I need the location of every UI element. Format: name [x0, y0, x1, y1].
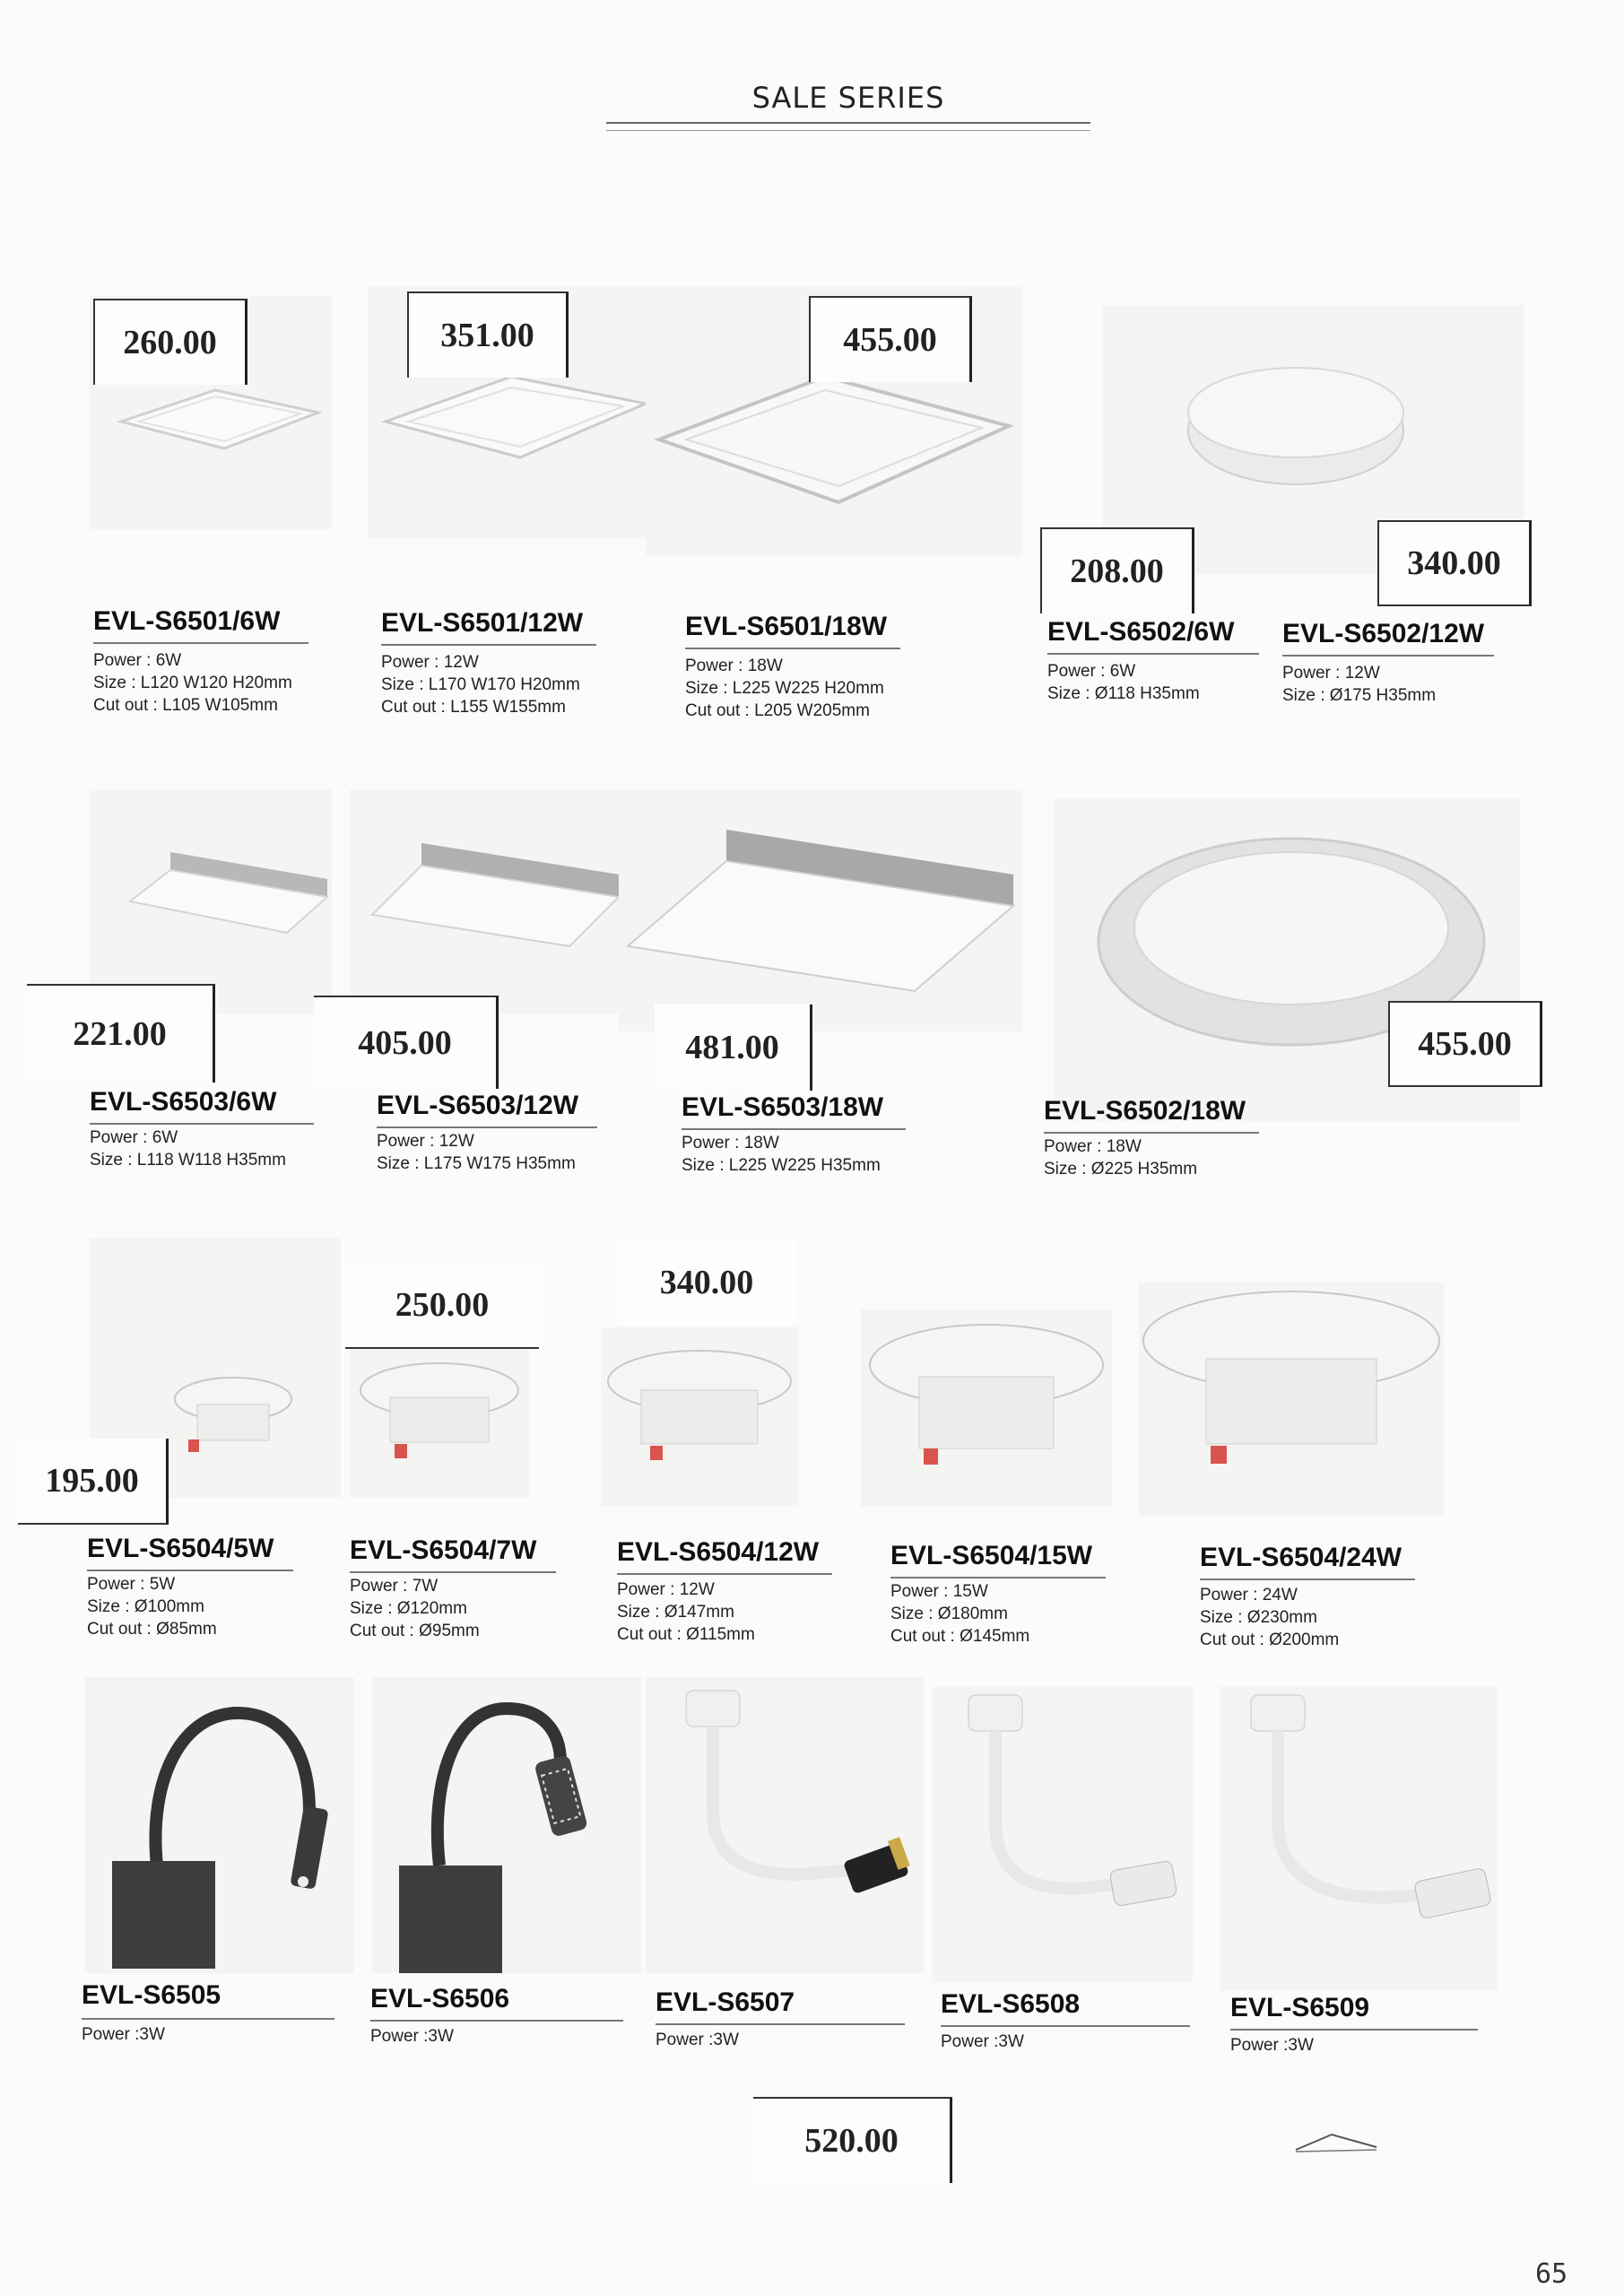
model-rule — [370, 2020, 623, 2022]
model-rule — [93, 642, 308, 644]
model-rule — [1282, 655, 1494, 657]
model-rule — [1044, 1132, 1259, 1134]
product-model: EVL-S6503/6W — [90, 1087, 277, 1117]
product-image-panel — [350, 789, 646, 1013]
product-image-panel — [372, 1677, 641, 1973]
product-model: EVL-S6505 — [82, 1980, 221, 2010]
price-tag: 340.00 — [617, 1239, 796, 1326]
square-surface-light-icon — [619, 789, 1022, 1031]
reading-lamp-white-icon — [1220, 1686, 1498, 1991]
product-model: EVL-S6508 — [941, 1989, 1081, 2019]
model-rule — [682, 1128, 906, 1130]
model-rule — [685, 648, 900, 649]
square-surface-light-icon — [350, 789, 646, 1013]
price-tag: 520.00 — [753, 2097, 952, 2183]
downlight-icon — [350, 1327, 529, 1498]
downlight-icon — [601, 1327, 798, 1507]
product-model: EVL-S6503/12W — [377, 1091, 579, 1120]
reading-lamp-white-icon — [933, 1686, 1193, 1982]
price-tag: 195.00 — [18, 1439, 169, 1525]
product-specs: Power :3W — [656, 2031, 739, 2049]
price-tag: 221.00 — [27, 984, 215, 1083]
product-specs: Power : 18W Size : Ø225 H35mm — [1044, 1137, 1198, 1178]
reading-lamp-black-icon — [372, 1677, 641, 1973]
product-specs: Power :3W — [370, 2027, 454, 2046]
downlight-icon — [861, 1309, 1112, 1507]
page-number: 65 — [1535, 2258, 1568, 2290]
product-model: EVL-S6506 — [370, 1984, 510, 2013]
product-specs: Power : 12W Size : Ø175 H35mm — [1282, 664, 1437, 705]
downlight-icon — [1139, 1283, 1444, 1516]
product-model: EVL-S6504/24W — [1200, 1543, 1403, 1572]
product-image-panel — [646, 1677, 924, 1973]
product-model: EVL-S6502/12W — [1282, 619, 1485, 648]
tick-mark-icon — [1291, 2127, 1381, 2154]
product-image-panel — [350, 1327, 529, 1498]
product-specs: Power : 6W Size : Ø118 H35mm — [1047, 662, 1200, 703]
model-rule — [82, 2018, 334, 2020]
product-image-panel — [601, 1327, 798, 1507]
product-specs: Power : 6W Size : L120 W120 H20mm Cut out : L105 W105mm — [93, 651, 292, 715]
reading-lamp-black-icon — [85, 1677, 354, 1973]
product-specs: Power : 12W Size : L170 W170 H20mm Cut out : L155 W155mm — [381, 653, 580, 717]
model-rule — [1200, 1578, 1415, 1580]
product-image-panel — [85, 1677, 354, 1973]
product-image-panel — [90, 789, 332, 1013]
product-model: EVL-S6504/12W — [617, 1537, 820, 1567]
product-specs: Power : 5W Size : Ø100mm Cut out : Ø85mm — [87, 1575, 217, 1639]
product-image-panel — [1139, 1283, 1444, 1516]
model-rule — [656, 2023, 905, 2025]
product-image-panel — [1220, 1686, 1498, 1991]
price-tag: 260.00 — [93, 299, 248, 385]
product-image-panel — [861, 1309, 1112, 1507]
product-specs: Power : 12W Size : L175 W175 H35mm — [377, 1132, 576, 1173]
product-specs: Power : 15W Size : Ø180mm Cut out : Ø145mm — [890, 1582, 1030, 1646]
product-specs: Power :3W — [941, 2032, 1024, 2051]
product-model: EVL-S6509 — [1230, 1993, 1370, 2022]
price-tag: 208.00 — [1040, 527, 1194, 613]
product-specs: Power : 12W Size : Ø147mm Cut out : Ø115mm — [617, 1580, 755, 1644]
product-specs: Power : 7W Size : Ø120mm Cut out : Ø95mm — [350, 1577, 480, 1640]
product-model: EVL-S6504/7W — [350, 1535, 537, 1565]
square-surface-light-icon — [90, 789, 332, 1013]
product-model: EVL-S6502/18W — [1044, 1096, 1246, 1126]
product-model: EVL-S6504/5W — [87, 1534, 274, 1563]
model-rule — [90, 1123, 314, 1125]
product-specs: Power : 18W Size : L225 W225 H20mm Cut out : L205 W205mm — [685, 657, 884, 720]
price-tag: 351.00 — [407, 291, 569, 378]
model-rule — [1230, 2029, 1478, 2031]
model-rule — [87, 1570, 293, 1571]
price-tag: 455.00 — [809, 296, 972, 382]
model-rule — [617, 1573, 832, 1575]
title-rule — [606, 130, 1090, 131]
model-rule — [381, 644, 596, 646]
product-model: EVL-S6502/6W — [1047, 617, 1235, 647]
product-specs: Power : 18W Size : L225 W225 H35mm — [682, 1134, 881, 1175]
reading-lamp-white-icon — [646, 1677, 924, 1973]
product-model: EVL-S6503/18W — [682, 1092, 884, 1122]
product-model: EVL-S6501/12W — [381, 608, 584, 638]
model-rule — [377, 1126, 597, 1128]
product-specs: Power : 24W Size : Ø230mm Cut out : Ø200mm — [1200, 1586, 1340, 1649]
model-rule — [890, 1577, 1106, 1578]
product-model: EVL-S6501/6W — [93, 606, 281, 636]
price-tag: 481.00 — [655, 1004, 812, 1091]
model-rule — [1047, 653, 1259, 655]
product-specs: Power :3W — [1230, 2036, 1314, 2055]
price-tag: 405.00 — [314, 996, 499, 1089]
product-image-panel — [619, 789, 1022, 1031]
price-tag: 340.00 — [1377, 520, 1532, 606]
title-rule — [606, 122, 1090, 124]
price-tag: 455.00 — [1388, 1001, 1542, 1087]
model-rule — [941, 2025, 1190, 2027]
product-model: EVL-S6507 — [656, 1987, 795, 2017]
product-specs: Power :3W — [82, 2025, 165, 2044]
product-image-panel — [933, 1686, 1193, 1982]
model-rule — [350, 1571, 556, 1573]
page-title: SALE SERIES — [751, 81, 945, 115]
product-model: EVL-S6501/18W — [685, 612, 888, 641]
product-model: EVL-S6504/15W — [890, 1541, 1093, 1570]
product-specs: Power : 6W Size : L118 W118 H35mm — [90, 1128, 286, 1170]
price-tag: 250.00 — [345, 1263, 539, 1349]
